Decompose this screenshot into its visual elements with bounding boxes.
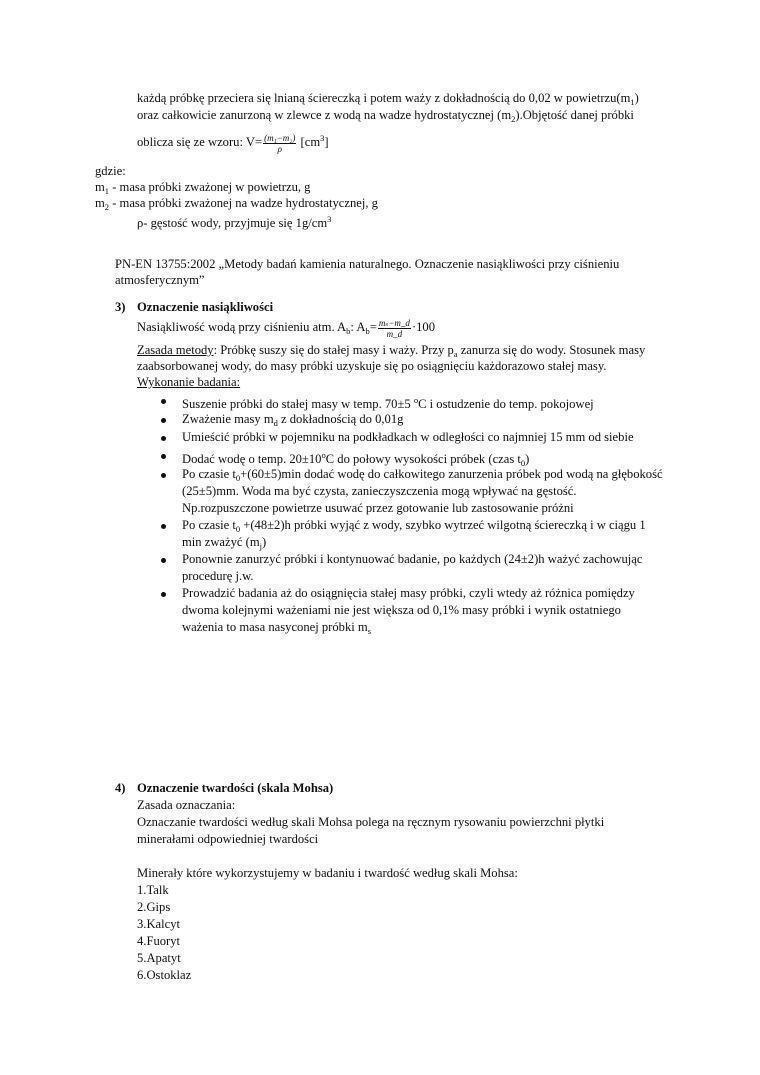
bullet-6-line-1: Po czasie $t_0 +(48\pm 2)h$ próbki wyjąć z wody, szybko wytrzeć wilgotną ściereczką i w ciągu 1 — [182, 518, 646, 534]
bullet-8-line-3: ważenia to masa nasyconej próbki $m_s$ — [182, 620, 372, 636]
absorption-fraction: $\frac{\text{mₛ−m\_d}}{m\_d}$ — [378, 317, 410, 339]
bullet-dot — [161, 524, 166, 529]
mineral-item: 3.Kalcyt — [137, 917, 181, 931]
bullet-7-line-2: procedurę j.w. — [182, 569, 254, 583]
section-4-number: 4) — [115, 781, 126, 795]
standard-line-1: PN-EN 13755:2002 „Metody badań kamienia naturalnego. Oznaczenie nasiąkliwości przy ciśnieniu — [115, 257, 620, 271]
where-rho: ρ- gęstość wody, przyjmuje się $1g/cm^3$ — [137, 214, 332, 230]
bullet-3: Umieścić próbki w pojemniku na podkładkach w odległości co najmniej 15 mm od siebie — [182, 430, 634, 444]
bullet-dot — [161, 454, 166, 459]
intro-line-2: oraz całkowicie zanurzoną w zlewce z wodą na wadze hydrostatycznej $(m_2).Objętość$ danej próbki — [137, 108, 634, 124]
section-4-title: Oznaczenie twardości (skala Mohsa) — [137, 781, 334, 795]
section-3-number: 3) — [115, 300, 126, 314]
principle-line-1: Zasada metody: Próbkę suszy się do stałej masy i waży. Przy $p_a$ zanurza się do wody. Stosunek masy — [137, 343, 646, 359]
bullet-dot — [161, 592, 166, 597]
procedure-label: Wykonanie badania: — [137, 375, 241, 389]
mineral-item: 4.Fuoryt — [137, 934, 181, 948]
intro-line-1: każdą próbkę przeciera się lnianą ściereczką i potem waży z dokładnością do 0,02 w $powietrzu(m_1)$ — [137, 91, 639, 107]
hardness-desc-line-2: minerałami odpowiedniej twardości — [137, 832, 319, 846]
hardness-principle-label: Zasada oznaczania: — [137, 798, 236, 812]
section-3-title: Oznaczenie nasiąkliwości — [137, 300, 274, 314]
bullet-1: Suszenie próbki do stałej masy w temp. 70±5 $^o$C i ostudzenie do temp. pokojowej — [182, 395, 594, 411]
where-m1: $m_1$ - masa próbki zważonej w powietrzu, g — [95, 180, 311, 196]
bullet-5-line-3: Np.rozpuszczone powietrze usuwać przez gotowanie lub zastosowanie próżni — [182, 501, 574, 515]
bullet-6-line-2: min zważyć $(m_j)$ — [182, 535, 267, 551]
bullet-7-line-1: Ponownie zanurzyć próbki i kontynuować badanie, po każdych (24±2)h ważyć zachowując — [182, 552, 643, 566]
bullet-dot — [161, 418, 166, 423]
principle-line-2: zaabsorbowanej wody, do masy próbki uzyskuje się po osiągnięciu każdorazowo stałej masy. — [137, 359, 607, 373]
absorption-formula: Nasiąkliwość wodą przy ciśnieniu atm. $A_b$: $A_b=$ $\frac{\text{mₛ−m\_d}}{m\_d}$ ·100 — [137, 317, 436, 339]
hardness-desc-line-1: Oznaczanie twardości według skali Mohsa polega na ręcznym rysowaniu powierzchni płytki — [137, 815, 605, 829]
bullet-2: Zważenie masy $m_d$ z dokładnością do 0,01g — [182, 412, 404, 428]
where-label: gdzie: — [95, 164, 126, 178]
bullet-5-line-2: (25±5)mm. Woda ma być czysta, zanieczyszczenia mogą wpływać na gęstość. — [182, 484, 577, 498]
volume-formula: oblicza się ze wzoru: V= $\frac{\text{(m₁−m₂)}}{\rho}$ $[cm^3]$ — [137, 132, 329, 154]
bullet-4: Dodać wodę o temp. $20\pm 10^oC$ do połowy wysokości próbek (czas $t_0$) — [182, 450, 530, 468]
bullet-dot — [161, 399, 166, 404]
bullet-dot — [161, 436, 166, 441]
minerals-intro: Minerały które wykorzystujemy w badaniu i twardość według skali Mohsa: — [137, 866, 518, 880]
bullet-8-line-2: dwoma kolejnymi ważeniami nie jest większa od 0,1% masy próbki i wynik ostatniego — [182, 603, 621, 617]
mineral-item: 6.Ostoklaz — [137, 968, 192, 982]
bullet-5-line-1: Po czasie $t_0+(60\pm 5)\min$ dodać wodę do całkowitego zanurzenia próbek pod wodą na głębokość — [182, 467, 663, 483]
bullet-8-line-1: Prowadzić badania aż do osiągnięcia stałej masy próbki, czyli wtedy aż różnica pomiędzy — [182, 586, 635, 600]
bullet-dot — [161, 473, 166, 478]
mineral-item: 1.Talk — [137, 883, 169, 897]
bullet-dot — [161, 558, 166, 563]
where-m2: $m_2$ - masa próbki zważonej na wadze hydrostatycznej, g — [95, 196, 378, 212]
volume-fraction: $\frac{\text{(m₁−m₂)}}{\rho}$ — [264, 132, 296, 154]
mineral-item: 2.Gips — [137, 900, 171, 914]
mineral-item: 5.Apatyt — [137, 951, 181, 965]
standard-line-2: atmosferycznym” — [115, 273, 205, 287]
